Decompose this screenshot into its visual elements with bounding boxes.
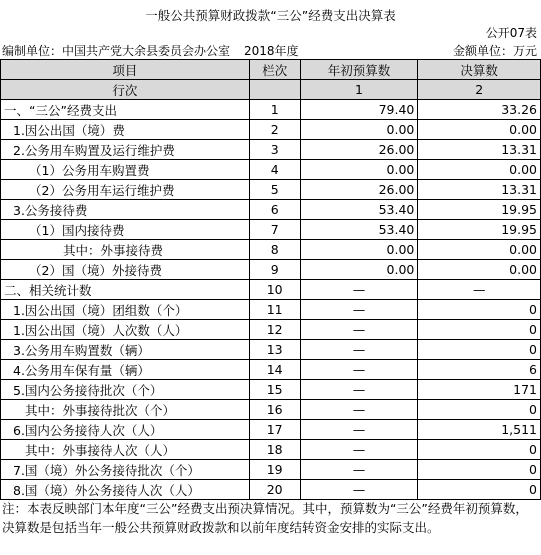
row-budget: 0.00 [300,120,418,140]
table-row [1,220,541,240]
report-title: 一般公共预算财政拨款“三公”经费支出决算表 [145,8,396,23]
row-final: 0.00 [418,240,541,260]
row-final: 13.31 [418,180,541,200]
row-label: 其中：外事接待批次（个） [1,400,250,420]
row-label: 5.国内公务接待批次（个） [1,380,250,400]
row-budget: 26.00 [300,180,418,200]
row-final: 19.95 [418,200,541,220]
table-row [1,160,541,180]
header-col2: 2 [418,80,541,100]
row-final: 0.00 [418,260,541,280]
header-item: 项目 [1,60,250,80]
compiling-unit-name: 编制单位：中国共产党大余县委员会办公室 [2,44,231,58]
header-col1: 1 [300,80,418,100]
row-budget: — [300,380,418,400]
row-final: 0.00 [418,160,541,180]
row-number: 17 [249,420,300,440]
row-label: 1.因公出国（境）团组数（个） [1,300,250,320]
table-row [1,140,541,160]
header-budget: 年初预算数 [300,60,418,80]
header-blank [249,80,300,100]
row-number: 1 [249,100,300,120]
row-budget: — [300,340,418,360]
row-number: 6 [249,200,300,220]
row-number: 14 [249,360,300,380]
row-number: 2 [249,120,300,140]
row-number: 20 [249,480,300,500]
row-label: 8.国（境）外公务接待人次（人） [1,480,250,500]
row-final: 171 [418,380,541,400]
table-row [1,480,541,500]
row-final: — [418,280,541,300]
row-final: 0 [418,460,541,480]
row-final: 0 [418,400,541,420]
table-row [1,340,541,360]
header-line-label: 行次 [1,80,250,100]
table-row [1,320,541,340]
row-budget: — [300,440,418,460]
row-budget: 53.40 [300,220,418,240]
header-final: 决算数 [418,60,541,80]
row-budget: — [300,420,418,440]
row-number: 18 [249,440,300,460]
header-row [1,60,541,80]
row-number: 13 [249,340,300,360]
row-label: 1.因公出国（境）人次数（人） [1,320,250,340]
row-final: 0 [418,300,541,320]
row-budget: — [300,320,418,340]
row-number: 5 [249,180,300,200]
row-label: 其中：外事接待费 [1,240,250,260]
row-label: （1）国内接待费 [1,220,250,240]
table-row [1,300,541,320]
row-final: 0 [418,340,541,360]
row-budget: — [300,460,418,480]
table-row [1,380,541,400]
row-number: 3 [249,140,300,160]
row-budget: 0.00 [300,240,418,260]
row-label: （2）国（境）外接待费 [1,260,250,280]
compiling-unit [2,42,299,59]
row-label: 7.国（境）外公务接待批次（个） [1,460,250,480]
row-number: 19 [249,460,300,480]
row-number: 12 [249,320,300,340]
row-final: 0 [418,480,541,500]
row-label: 二、相关统计数 [1,280,250,300]
table-row [1,120,541,140]
row-budget: — [300,280,418,300]
row-label: （1）公务用车购置费 [1,160,250,180]
row-label: 1.因公出国（境）费 [1,120,250,140]
row-final: 6 [418,360,541,380]
row-label: 一、“三公”经费支出 [1,100,250,120]
row-number: 15 [249,380,300,400]
amount-unit: 金额单位：万元 [452,44,537,58]
row-label: 3.公务接待费 [1,200,250,220]
row-number: 4 [249,160,300,180]
row-number: 10 [249,280,300,300]
row-final: 0 [418,440,541,460]
row-number: 7 [249,220,300,240]
row-budget: 26.00 [300,140,418,160]
table-row [1,440,541,460]
row-number: 16 [249,400,300,420]
table-row [1,240,541,260]
form-code: 公开07表 [485,26,537,40]
table-row [1,460,541,480]
table-row [1,260,541,280]
table-row [1,100,541,120]
row-label: （2）公务用车运行维护费 [1,180,250,200]
table-row [1,420,541,440]
row-budget: 79.40 [300,100,418,120]
row-number: 8 [249,240,300,260]
row-label: 3.公务用车购置数（辆） [1,340,250,360]
table-row [1,180,541,200]
table-row [1,400,541,420]
header-subrow [1,80,541,100]
table-row [1,280,541,300]
row-final: 0 [418,320,541,340]
table-row [1,200,541,220]
row-number: 9 [249,260,300,280]
row-budget: — [300,360,418,380]
row-final: 19.95 [418,220,541,240]
row-label: 其中：外事接待人次（人） [1,440,250,460]
report-year: 2018年度 [244,44,299,58]
row-budget: 0.00 [300,160,418,180]
table-row [1,360,541,380]
row-number: 11 [249,300,300,320]
row-final: 13.31 [418,140,541,160]
row-final: 0.00 [418,120,541,140]
row-label: 6.国内公务接待人次（人） [1,420,250,440]
row-final: 33.26 [418,100,541,120]
row-budget: — [300,480,418,500]
row-label: 2.公务用车购置及运行维护费 [1,140,250,160]
row-budget: — [300,400,418,420]
table-body [1,100,541,500]
row-label: 4.公务用车保有量（辆） [1,360,250,380]
row-budget: 0.00 [300,260,418,280]
row-budget: — [300,300,418,320]
header-row-no: 栏次 [249,60,300,80]
row-budget: 53.40 [300,200,418,220]
expense-table [0,59,541,500]
row-final: 1,511 [418,420,541,440]
footnote: 注：本表反映部门本年度“三公”经费支出预决算情况。其中，预算数为“三公”经费年初预算数，决算数是包括当年一般公共预算财政拨款和以前年度结转资金安排的实际支出。 [2,501,528,535]
